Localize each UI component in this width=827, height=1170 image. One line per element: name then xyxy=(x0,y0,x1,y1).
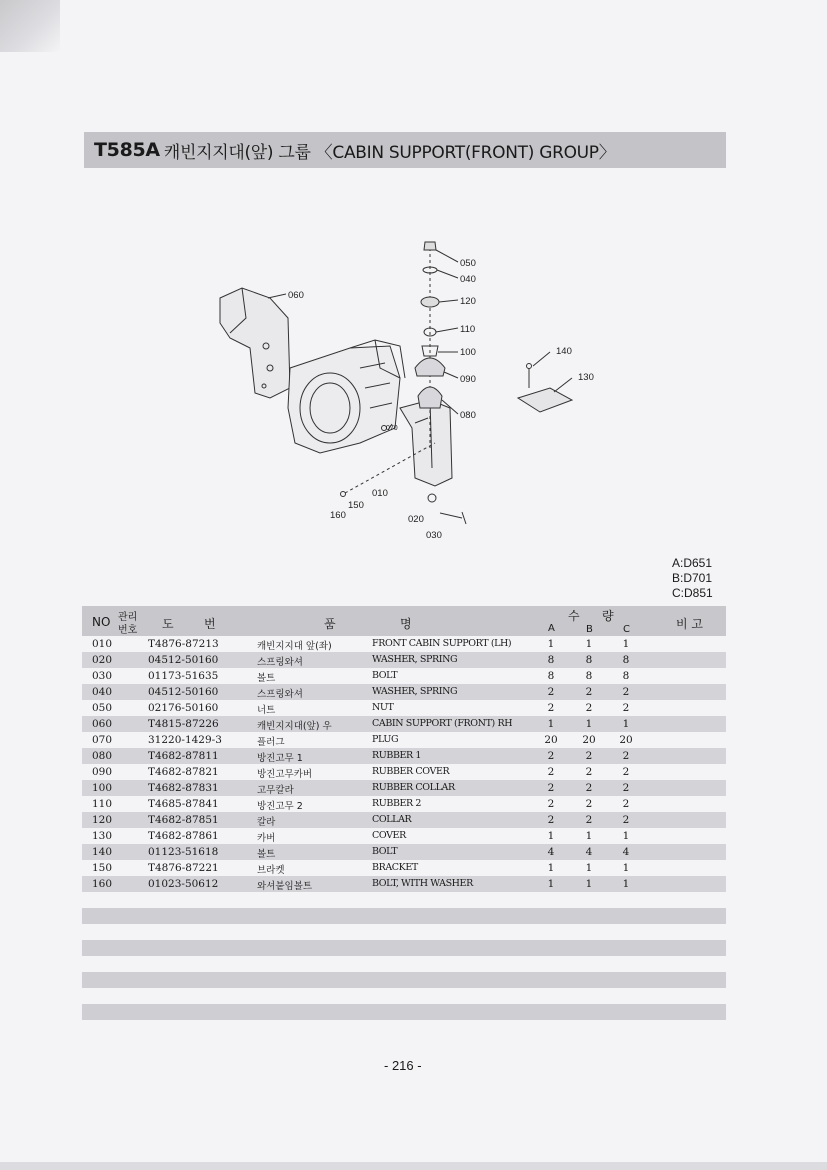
legend-a: A:D651 xyxy=(672,556,713,570)
table-row: 010 T4876-87213 캐빈지지대 앞(좌) FRONT CABIN SUPPORT (LH) 1 1 1 xyxy=(92,638,630,652)
callout-010: 010 xyxy=(372,488,388,499)
empty-row-band xyxy=(82,972,726,988)
header-qty-b: B xyxy=(586,624,593,635)
callout-060-left: 060 xyxy=(288,290,304,301)
group-code: T585A xyxy=(94,139,160,161)
group-title: 캐빈지지대(앞) 그룹 〈CABIN SUPPORT(FRONT) GROUP〉 xyxy=(163,142,616,163)
table-row: 160 01023-50612 와셔붙임볼트 BOLT, WITH WASHER 1 1 1 xyxy=(82,876,726,892)
table-row: 130 T4682-87861 카버 COVER 1 1 1 xyxy=(92,830,630,844)
table-row: 070 31220-1429-3 플러그 PLUG 20 20 20 xyxy=(92,734,633,748)
table-row: 030 01173-51635 볼트 BOLT 8 8 8 xyxy=(92,670,630,684)
cover-130 xyxy=(518,388,572,412)
legend-b: B:D701 xyxy=(672,571,713,585)
callout-140: 140 xyxy=(556,346,572,357)
header-name-2: 명 xyxy=(400,617,412,631)
collar-120 xyxy=(421,297,439,307)
callout-130: 130 xyxy=(578,372,594,383)
callout-080: 080 xyxy=(460,410,476,421)
rubber-cover-090 xyxy=(415,358,445,376)
legend-c: C:D851 xyxy=(672,586,713,600)
table-row: 060 T4815-87226 캐빈지지대(앞) 우 CABIN SUPPORT (FRONT) RH 1 1 1 xyxy=(82,716,726,732)
header-name-1: 품 xyxy=(324,617,336,631)
callout-110: 110 xyxy=(460,324,476,335)
callout-050: 050 xyxy=(460,258,476,269)
callout-020: 020 xyxy=(408,514,424,525)
scan-bottom-edge xyxy=(0,1162,827,1170)
callout-090: 090 xyxy=(460,374,476,385)
table-row: 050 02176-50160 너트 NUT 2 2 2 xyxy=(92,702,630,716)
bolt-030 xyxy=(440,512,466,524)
title-bar xyxy=(84,132,726,168)
header-qty-c: C xyxy=(623,624,630,635)
parts-table-header xyxy=(82,606,726,636)
callout-150: 150 xyxy=(348,500,364,511)
callout-100: 100 xyxy=(460,347,476,358)
nut-050 xyxy=(424,242,436,250)
header-mgmt-bottom: 번호 xyxy=(118,625,138,636)
header-qty-a: A xyxy=(548,623,555,634)
header-mgmt-top: 관리 xyxy=(118,612,138,623)
header-drawing-1: 도 xyxy=(162,617,174,631)
model-legend xyxy=(672,556,713,601)
rubber-1-080 xyxy=(418,387,442,408)
callout-070: 070 xyxy=(386,425,398,432)
scan-corner-mark xyxy=(0,0,60,52)
parts-table-body xyxy=(82,636,726,892)
exploded-parts-diagram xyxy=(200,228,620,548)
header-remarks: 비 고 xyxy=(676,617,703,631)
empty-row-band xyxy=(82,940,726,956)
table-row: 120 T4682-87851 칼라 COLLAR 2 2 2 xyxy=(82,812,726,828)
header-qty: 수 xyxy=(568,609,580,623)
right-support-bracket xyxy=(400,400,452,486)
header-drawing-2: 번 xyxy=(204,617,216,631)
table-row: 150 T4876-87221 브라켓 BRACKET 1 1 1 xyxy=(92,862,630,876)
callout-030: 030 xyxy=(426,530,442,541)
callout-160: 160 xyxy=(330,510,346,521)
table-row: 080 T4682-87811 방진고무 1 RUBBER 1 2 2 2 xyxy=(82,748,726,764)
table-row: 140 01123-51618 볼트 BOLT 4 4 4 xyxy=(82,844,726,860)
callout-120: 120 xyxy=(460,296,476,307)
table-row: 100 T4682-87831 고무칼라 RUBBER COLLAR 2 2 2 xyxy=(82,780,726,796)
callout-040: 040 xyxy=(460,274,476,285)
table-row: 040 04512-50160 스프링와셔 WASHER, SPRING 2 2 2 xyxy=(82,684,726,700)
header-qty-2: 량 xyxy=(602,609,614,623)
header-no: NO xyxy=(92,615,111,629)
table-row: 090 T4682-87821 방진고무카버 RUBBER COVER 2 2 2 xyxy=(92,766,630,780)
left-support-bracket xyxy=(220,288,290,398)
table-row: 110 T4685-87841 방진고무 2 RUBBER 2 2 2 2 xyxy=(92,798,630,812)
transmission-housing xyxy=(288,346,400,453)
table-row: 020 04512-50160 스프링와셔 WASHER, SPRING 8 8 8 xyxy=(82,652,726,668)
empty-row-band xyxy=(82,908,726,924)
page-number: - 216 - xyxy=(384,1058,422,1073)
empty-row-band xyxy=(82,1004,726,1020)
